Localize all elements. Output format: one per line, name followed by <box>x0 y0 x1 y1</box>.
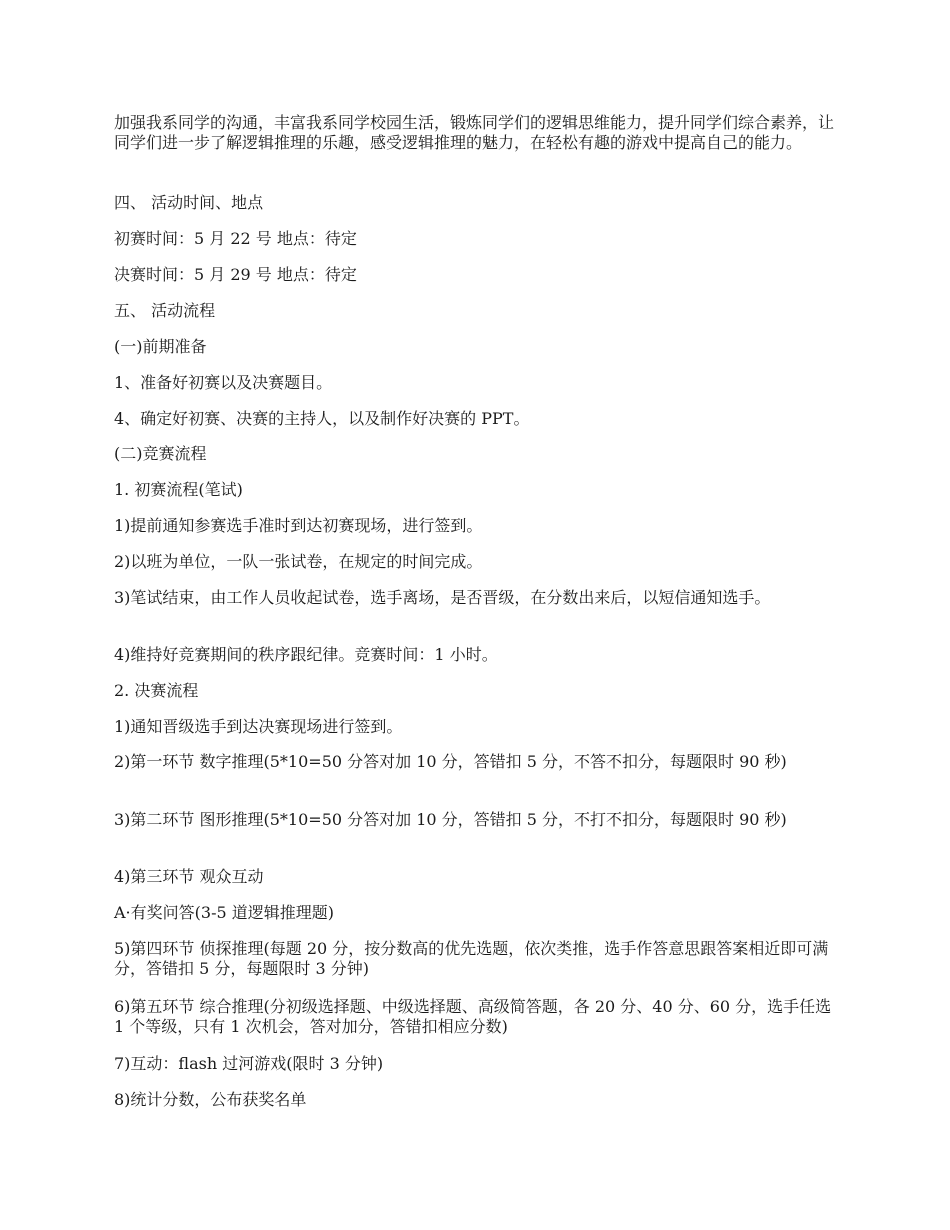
list-item: 4)维持好竞赛期间的秩序跟纪律。竞赛时间：1 小时。 <box>114 645 498 664</box>
section-heading-process: 五、 活动流程 <box>114 301 216 320</box>
list-item: 5)第四环节 侦探推理(每题 20 分，按分数高的优先选题，依次类推，选手作答意思跟答案相近即可满分，答错扣 5 分，每题限时 3 分钟) <box>114 939 829 978</box>
list-item: 2)第一环节 数字推理(5*10=50 分答对加 10 分，答错扣 5 分，不答不扣分，每题限时 90 秒) <box>114 752 787 771</box>
list-item: 2)以班为单位，一队一张试卷，在规定的时间完成。 <box>114 552 483 571</box>
list-item: 3)第二环节 图形推理(5*10=50 分答对加 10 分，答错扣 5 分，不打不扣分，每题限时 90 秒) <box>114 810 787 829</box>
section-heading-time-place: 四、 活动时间、地点 <box>114 193 264 212</box>
list-item: A·有奖问答(3-5 道逻辑推理题) <box>114 903 334 922</box>
list-item: 8)统计分数，公布获奖名单 <box>114 1090 307 1109</box>
list-item: 1)通知晋级选手到达决赛现场进行签到。 <box>114 717 403 736</box>
list-item: 4)第三环节 观众互动 <box>114 867 264 886</box>
list-item: 7)互动：flash 过河游戏(限时 3 分钟) <box>114 1054 384 1073</box>
final-time-line: 决赛时间：5 月 29 号 地点：待定 <box>114 265 357 284</box>
list-item: 3)笔试结束，由工作人员收起试卷，选手离场，是否晋级，在分数出来后，以短信通知选手。 <box>114 588 771 607</box>
intro-paragraph: 加强我系同学的沟通，丰富我系同学校园生活，锻炼同学们的逻辑思维能力，提升同学们综合素养，让同学们进一步了解逻辑推理的乐趣，感受逻辑推理的魅力，在轻松有趣的游戏中提高自己的能力。 <box>114 113 835 152</box>
subheading-final: 2. 决赛流程 <box>114 681 199 700</box>
list-item: 6)第五环节 综合推理(分初级选择题、中级选择题、高级简答题，各 20 分、40 分、60 分，选手任选 1 个等级，只有 1 次机会，答对加分，答错扣相应分数) <box>114 997 832 1036</box>
subheading-preliminary: 1. 初赛流程(笔试) <box>114 480 243 499</box>
subheading-preparation: (一)前期准备 <box>114 337 207 356</box>
list-item: 1、准备好初赛以及决赛题目。 <box>114 373 333 392</box>
subheading-competition-process: (二)竞赛流程 <box>114 444 207 463</box>
list-item: 1)提前通知参赛选手准时到达初赛现场，进行签到。 <box>114 516 483 535</box>
preliminary-time-line: 初赛时间：5 月 22 号 地点：待定 <box>114 229 357 248</box>
list-item: 4、确定好初赛、决赛的主持人，以及制作好决赛的 PPT。 <box>114 409 530 428</box>
